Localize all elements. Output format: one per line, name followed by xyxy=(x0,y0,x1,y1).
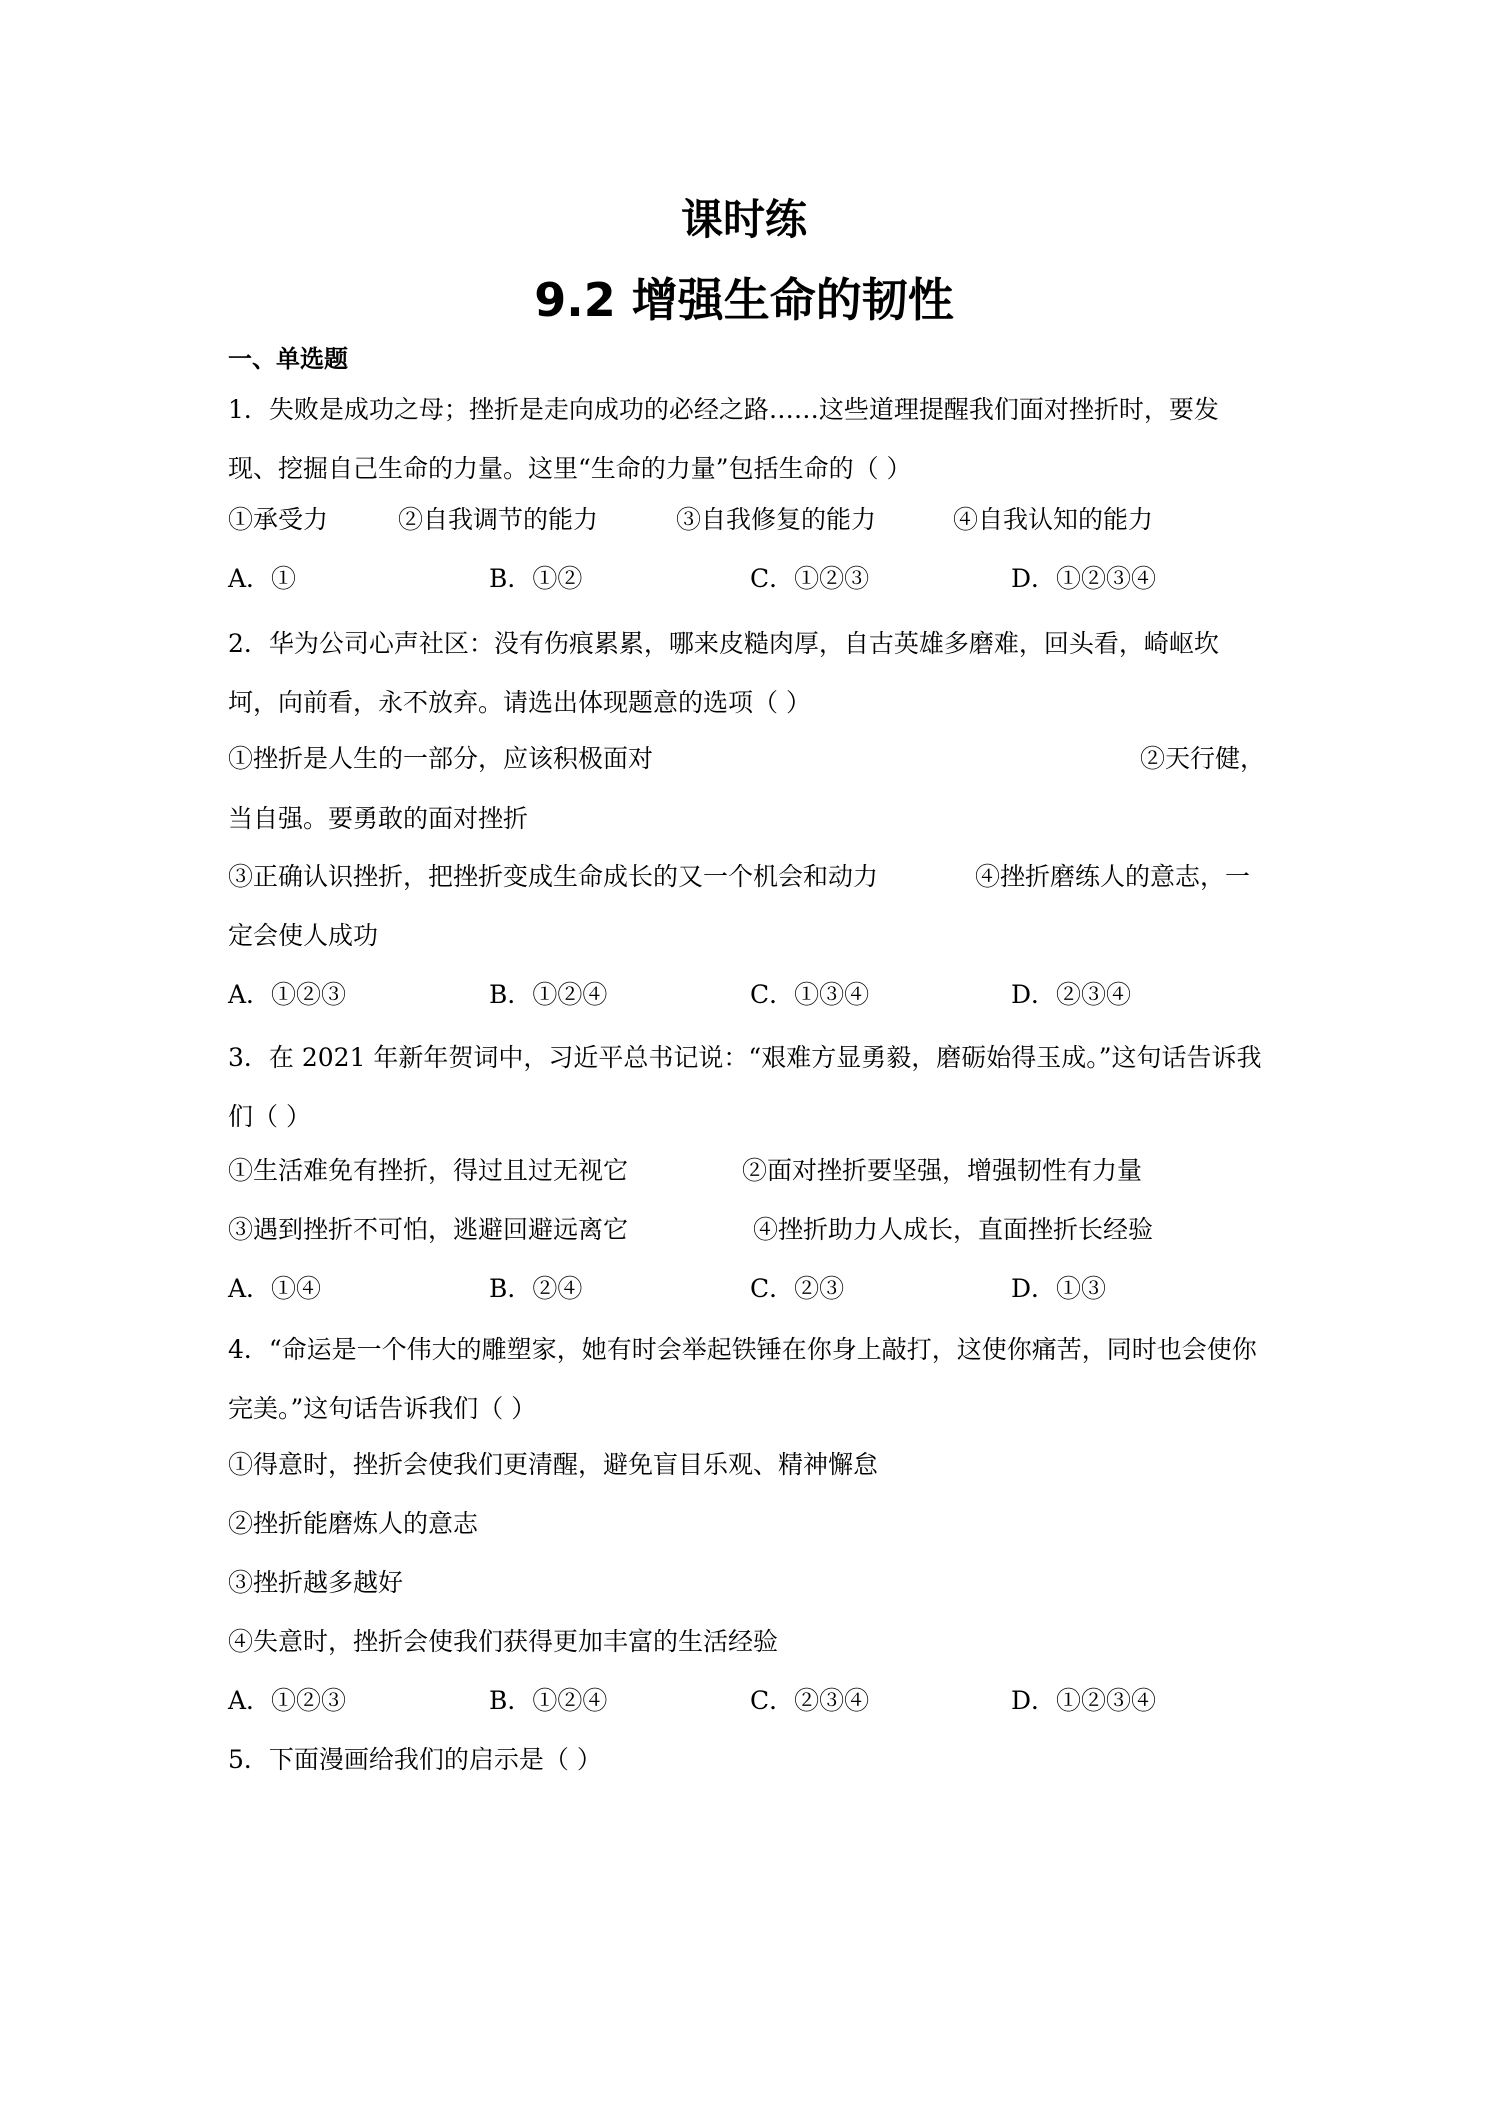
q1-item-4: ④自我认知的能力 xyxy=(953,505,1154,534)
page-title: 课时练 xyxy=(680,195,807,244)
q4-item-1: ①得意时，挫折会使我们更清醒，避免盲目乐观、精神懈怠 xyxy=(228,1450,879,1479)
question-2-items-row2 xyxy=(228,860,1268,894)
q1-choice-d: D．①②③④ xyxy=(1011,564,1157,593)
question-4-stem: 4．“命运是一个伟大的雕塑家，她有时会举起铁锤在你身上敲打，这使你痛苦，同时也会使你完美。”这句话告诉我们（ ） xyxy=(228,1335,1257,1423)
q2-choice-b: B．①②④ xyxy=(489,980,608,1009)
q4-choice-b: B．①②④ xyxy=(489,1686,608,1715)
q2-choice-a: A．①②③ xyxy=(228,980,347,1009)
q1-item-1: ①承受力 xyxy=(228,505,329,534)
q3-item-2: ②面对挫折要坚强，增强韧性有力量 xyxy=(742,1156,1143,1185)
q3-item-4: ④挫折助力人成长，直面挫折长经验 xyxy=(753,1215,1154,1244)
q2-item-1: ①挫折是人生的一部分，应该积极面对 xyxy=(228,744,654,773)
question-3-items-row2 xyxy=(228,1213,1268,1247)
q4-item-3: ③挫折越多越好 xyxy=(228,1568,404,1597)
question-2-stem: 2．华为公司心声社区：没有伤痕累累，哪来皮糙肉厚，自古英雄多磨难，回头看，崎岖坎坷，向前看，永不放弃。请选出体现题意的选项（ ） xyxy=(228,629,1219,717)
q4-item-4: ④失意时，挫折会使我们获得更加丰富的生活经验 xyxy=(228,1627,779,1656)
q4-item-2: ②挫折能磨炼人的意志 xyxy=(228,1509,479,1538)
q3-choice-c: C．②③ xyxy=(750,1274,845,1303)
q1-item-3: ③自我修复的能力 xyxy=(676,505,877,534)
q2-item-4-continued: 定会使人成功 xyxy=(228,921,379,950)
q2-item-2: ②天行健， xyxy=(1140,744,1266,773)
q2-choice-d: D．②③④ xyxy=(1011,980,1132,1009)
question-5-stem: 5．下面漫画给我们的启示是（ ） xyxy=(228,1745,602,1774)
q3-choice-b: B．②④ xyxy=(489,1274,583,1303)
q1-choice-b: B．①② xyxy=(489,564,583,593)
q4-choice-a: A．①②③ xyxy=(228,1686,347,1715)
question-3-stem: 3．在 2021 年新年贺词中，习近平总书记说：“艰难方显勇毅，磨砺始得玉成。”这句话告诉我们（ ） xyxy=(228,1043,1262,1131)
question-4-choices xyxy=(228,1684,1268,1718)
q3-item-1: ①生活难免有挫折，得过且过无视它 xyxy=(228,1156,629,1185)
section-heading: 一、单选题 xyxy=(228,345,348,373)
question-3-items-row1 xyxy=(228,1154,1268,1188)
question-3-choices xyxy=(228,1272,1268,1306)
question-1-items xyxy=(228,503,1268,537)
question-1-choices xyxy=(228,562,1268,596)
question-1-stem: 1．失败是成功之母；挫折是走向成功的必经之路……这些道理提醒我们面对挫折时，要发现、挖掘自己生命的力量。这里“生命的力量”包括生命的（ ） xyxy=(228,395,1219,483)
q2-item-4: ④挫折磨练人的意志，一 xyxy=(975,862,1251,891)
q2-item-2-continued: 当自强。要勇敢的面对挫折 xyxy=(228,804,529,833)
q3-choice-a: A．①④ xyxy=(228,1274,322,1303)
q4-choice-d: D．①②③④ xyxy=(1011,1686,1157,1715)
q1-item-2: ②自我调节的能力 xyxy=(398,505,599,534)
q2-choice-c: C．①③④ xyxy=(750,980,870,1009)
q1-choice-a: A．① xyxy=(228,564,297,593)
q2-item-3: ③正确认识挫折，把挫折变成生命成长的又一个机会和动力 xyxy=(228,862,879,891)
page-subtitle: 9.2 增强生命的韧性 xyxy=(534,273,954,327)
q3-item-3: ③遇到挫折不可怕，逃避回避远离它 xyxy=(228,1215,629,1244)
q1-choice-c: C．①②③ xyxy=(750,564,870,593)
q3-choice-d: D．①③ xyxy=(1011,1274,1107,1303)
question-2-items-row1 xyxy=(228,742,1268,776)
question-2-choices xyxy=(228,978,1268,1012)
q4-choice-c: C．②③④ xyxy=(750,1686,870,1715)
